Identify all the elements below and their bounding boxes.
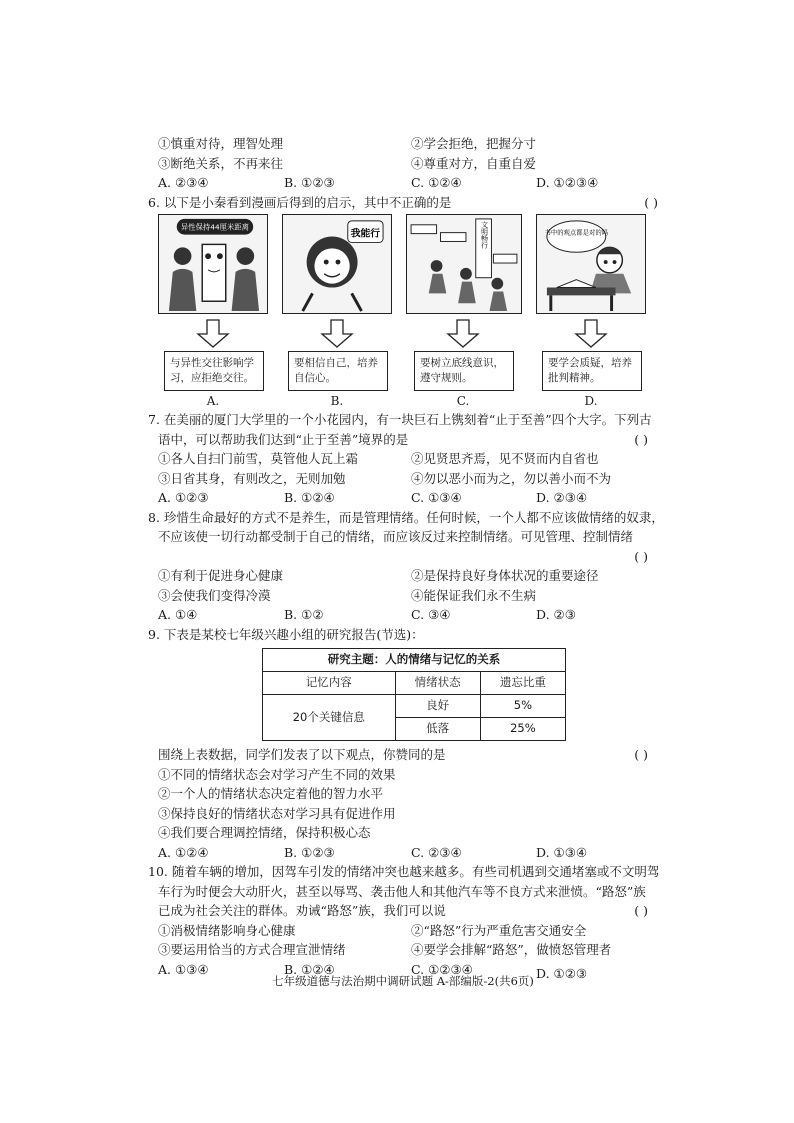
q8-answer-paren: ( ) — [634, 548, 648, 564]
q7-choice-a: A. ①②③ — [158, 490, 209, 505]
comic-a-label: A. — [206, 394, 220, 408]
q8-stem-line-1: 8. 珍惜生命最好的方式不是养生，而是管理情绪。任何时候，一个人都不应该做情绪的奴隶， — [148, 509, 664, 525]
q10-statement-row-1 — [158, 921, 648, 941]
table-header-mood: 情绪状态 — [395, 672, 480, 695]
q10-choice-c: C. ①②③④ — [411, 961, 473, 977]
q9-ask — [158, 745, 648, 765]
q10-statement-1: ①消极情绪影响身心健康 — [158, 922, 296, 938]
q10-statement-3: ③要运用恰当的方式合理宣泄情绪 — [158, 942, 346, 957]
q6-answer-paren: ( ) — [644, 194, 658, 210]
q5-choice-a: A. ②③④ — [158, 175, 209, 190]
comic-panel-b — [282, 214, 392, 314]
comic-c-label: C. — [456, 394, 470, 408]
table-cell-mood: 低落 — [395, 718, 480, 741]
comic-b-caption: 要相信自己，培养自信心。 — [288, 351, 388, 391]
page-footer: 七年级道德与法治期中调研试题 A-部编版-2(共6页) — [272, 974, 534, 988]
q5-statement-4: ④尊重对方，自重自爱 — [411, 155, 537, 171]
q6-stem — [148, 193, 658, 213]
q9-stem: 9. 下表是某校七年级兴趣小组的研究报告(节选)： — [148, 626, 424, 642]
q7-statement-4: ④勿以恶小而为之，勿以善小而不为 — [411, 470, 612, 486]
q8-choice-c: C. ③④ — [411, 607, 451, 622]
q5-choice-c: C. ①②④ — [411, 175, 462, 190]
comic-c-arrow-icon — [408, 318, 518, 348]
q8-statement-2: ②是保持良好身体状况的重要途径 — [411, 568, 599, 583]
q8-statement-row-1 — [158, 566, 648, 586]
q6-comic-strip — [158, 214, 648, 410]
table-cell-content: 20个关键信息 — [263, 695, 396, 741]
q7-statement-row-2 — [158, 469, 648, 489]
q9-choice-c: C. ②③④ — [411, 844, 462, 860]
table-cell-forget: 25% — [480, 718, 565, 741]
q5-statement-1: ①慎重对待，理智处理 — [158, 136, 284, 151]
comic-panel-c — [406, 214, 522, 314]
q9-answer-paren: ( ) — [634, 747, 648, 762]
table-cell-forget: 5% — [480, 695, 565, 718]
q9-statement-4: ④我们要合理调控情绪，保持积极心态 — [158, 825, 371, 840]
q5-choices — [158, 173, 648, 193]
comic-b-label: B. — [330, 394, 344, 408]
q10-stem-line-2: 车行为时便会大动肝火，甚至以辱骂、袭击他人和其他汽车等不良方式来泄愤。“路怒”族 — [158, 883, 646, 899]
comic-a-bubble: 异性保持44厘米距离 — [180, 222, 250, 232]
comic-panel-a — [158, 214, 268, 314]
table-row — [263, 695, 566, 718]
q5-statement-3: ③断绝关系，不再来往 — [158, 155, 284, 171]
q6-stem-text: 6. 以下是小秦看到漫画后得到的启示，其中不正确的是 — [148, 194, 452, 210]
q8-choice-d: D. ②③ — [536, 607, 576, 622]
q9-choice-a: A. ①②④ — [158, 844, 209, 860]
comic-d-caption: 要学会质疑，培养批判精神。 — [542, 351, 642, 391]
q8-choice-a: A. ①④ — [158, 607, 198, 622]
comic-c-bubble: 文明畅行 — [479, 220, 488, 249]
q8-statement-row-2 — [158, 586, 648, 606]
comic-d-label: D. — [584, 394, 598, 408]
q7-choice-d: D. ②③④ — [536, 490, 588, 505]
q10-stem-line-3-text: 已成为社会关注的群体。劝诫“路怒”族，我们可以说 — [158, 903, 446, 918]
q10-statement-row-2 — [158, 940, 648, 960]
comic-c-caption: 要树立底线意识，遵守规则。 — [414, 351, 514, 391]
q10-choice-a: A. ①③④ — [158, 961, 209, 977]
q7-statement-3: ③日省其身，有则改之，无则加勉 — [158, 470, 346, 486]
table-cell-mood: 良好 — [395, 695, 480, 718]
q5-statement-row-1 — [158, 134, 648, 154]
comic-panel-d — [536, 214, 646, 314]
comic-c-illustration — [407, 215, 521, 313]
exam-page — [148, 134, 664, 988]
q10-statement-2: ②“路怒”行为严重危害交通安全 — [411, 922, 587, 938]
comic-b-illustration — [283, 215, 391, 313]
comic-a-caption: 与异性交往影响学习，应拒绝交往。 — [164, 351, 264, 391]
q10-choice-b: B. ①②④ — [284, 961, 335, 977]
q10-statement-4: ④要学会排解“路怒”，做愤怒管理者 — [411, 942, 612, 957]
q10-stem-line-3 — [158, 901, 648, 921]
q7-choice-b: B. ①②④ — [284, 490, 335, 505]
q8-choices — [158, 605, 648, 625]
q7-stem-line-1: 7. 在美丽的厦门大学里的一个小花园内，有一块巨石上镌刻着“止于至善”四个大字。下列古 — [148, 412, 652, 427]
q7-stem-line-2 — [158, 430, 648, 450]
q7-statement-1: ①各人自扫门前雪，莫管他人瓦上霜 — [158, 451, 359, 466]
comic-d-illustration — [537, 215, 645, 313]
q7-choices — [158, 488, 648, 508]
q9-statement-3: ③保持良好的情绪状态对学习具有促进作用 — [158, 805, 396, 821]
q7-choice-c: C. ①③④ — [411, 490, 462, 505]
q8-answer-row — [158, 547, 648, 567]
q9-choices — [158, 843, 648, 863]
q10-answer-paren: ( ) — [634, 903, 648, 918]
q8-stem-line-2: 不应该使一切行动都受制于自己的情绪，而应该反过来控制情绪。可见管理、控制情绪 — [158, 529, 634, 544]
q7-stem-line-2-text: 语中，可以帮助我们达到“止于至善”境界的是 — [158, 431, 409, 447]
q8-statement-4: ④能保证我们永不生病 — [411, 587, 537, 603]
q5-statement-row-2 — [158, 154, 648, 174]
q9-statement-2: ②一个人的情绪状态决定着他的智力水平 — [158, 786, 384, 801]
q8-choice-b: B. ①② — [284, 607, 324, 622]
table-header-forget: 遗忘比重 — [480, 672, 565, 695]
q7-statement-row-1 — [158, 449, 648, 469]
q9-statement-1: ①不同的情绪状态会对学习产生不同的效果 — [158, 766, 396, 782]
q9-choice-b: B. ①②③ — [284, 844, 335, 860]
comic-a-arrow-icon — [158, 318, 268, 348]
q5-statement-2: ②学会拒绝，把握分寸 — [411, 136, 537, 151]
q5-choice-b: B. ①②③ — [284, 175, 335, 190]
q7-statement-2: ②见贤思齐焉，见不贤而内自省也 — [411, 451, 599, 466]
q8-statement-3: ③会使我们变得冷漠 — [158, 587, 271, 603]
comic-b-bubble: 我能行 — [350, 228, 381, 240]
q8-statement-1: ①有利于促进身心健康 — [158, 568, 284, 583]
q10-stem-line-1: 10. 随着车辆的增加，因驾车引发的情绪冲突也越来越多。有些司机遇到交通堵塞或不文明驾 — [148, 864, 660, 879]
q9-research-table — [262, 648, 566, 741]
q9-choice-d: D. ①③④ — [536, 844, 588, 860]
comic-d-bubble: 书中的观点都是对的吗 — [544, 228, 609, 237]
comic-d-arrow-icon — [536, 318, 646, 348]
q5-choice-d: D. ①②③④ — [536, 175, 599, 190]
q7-answer-paren: ( ) — [634, 431, 648, 447]
q9-ask-text: 围绕上表数据，同学们发表了以下观点，你赞同的是 — [158, 747, 446, 762]
table-header-content: 记忆内容 — [263, 672, 396, 695]
q10-choice-d: D. ①②③ — [536, 965, 588, 981]
table-title: 研究主题：人的情绪与记忆的关系 — [263, 649, 566, 672]
comic-b-arrow-icon — [282, 318, 392, 348]
comic-a-illustration — [159, 215, 267, 313]
